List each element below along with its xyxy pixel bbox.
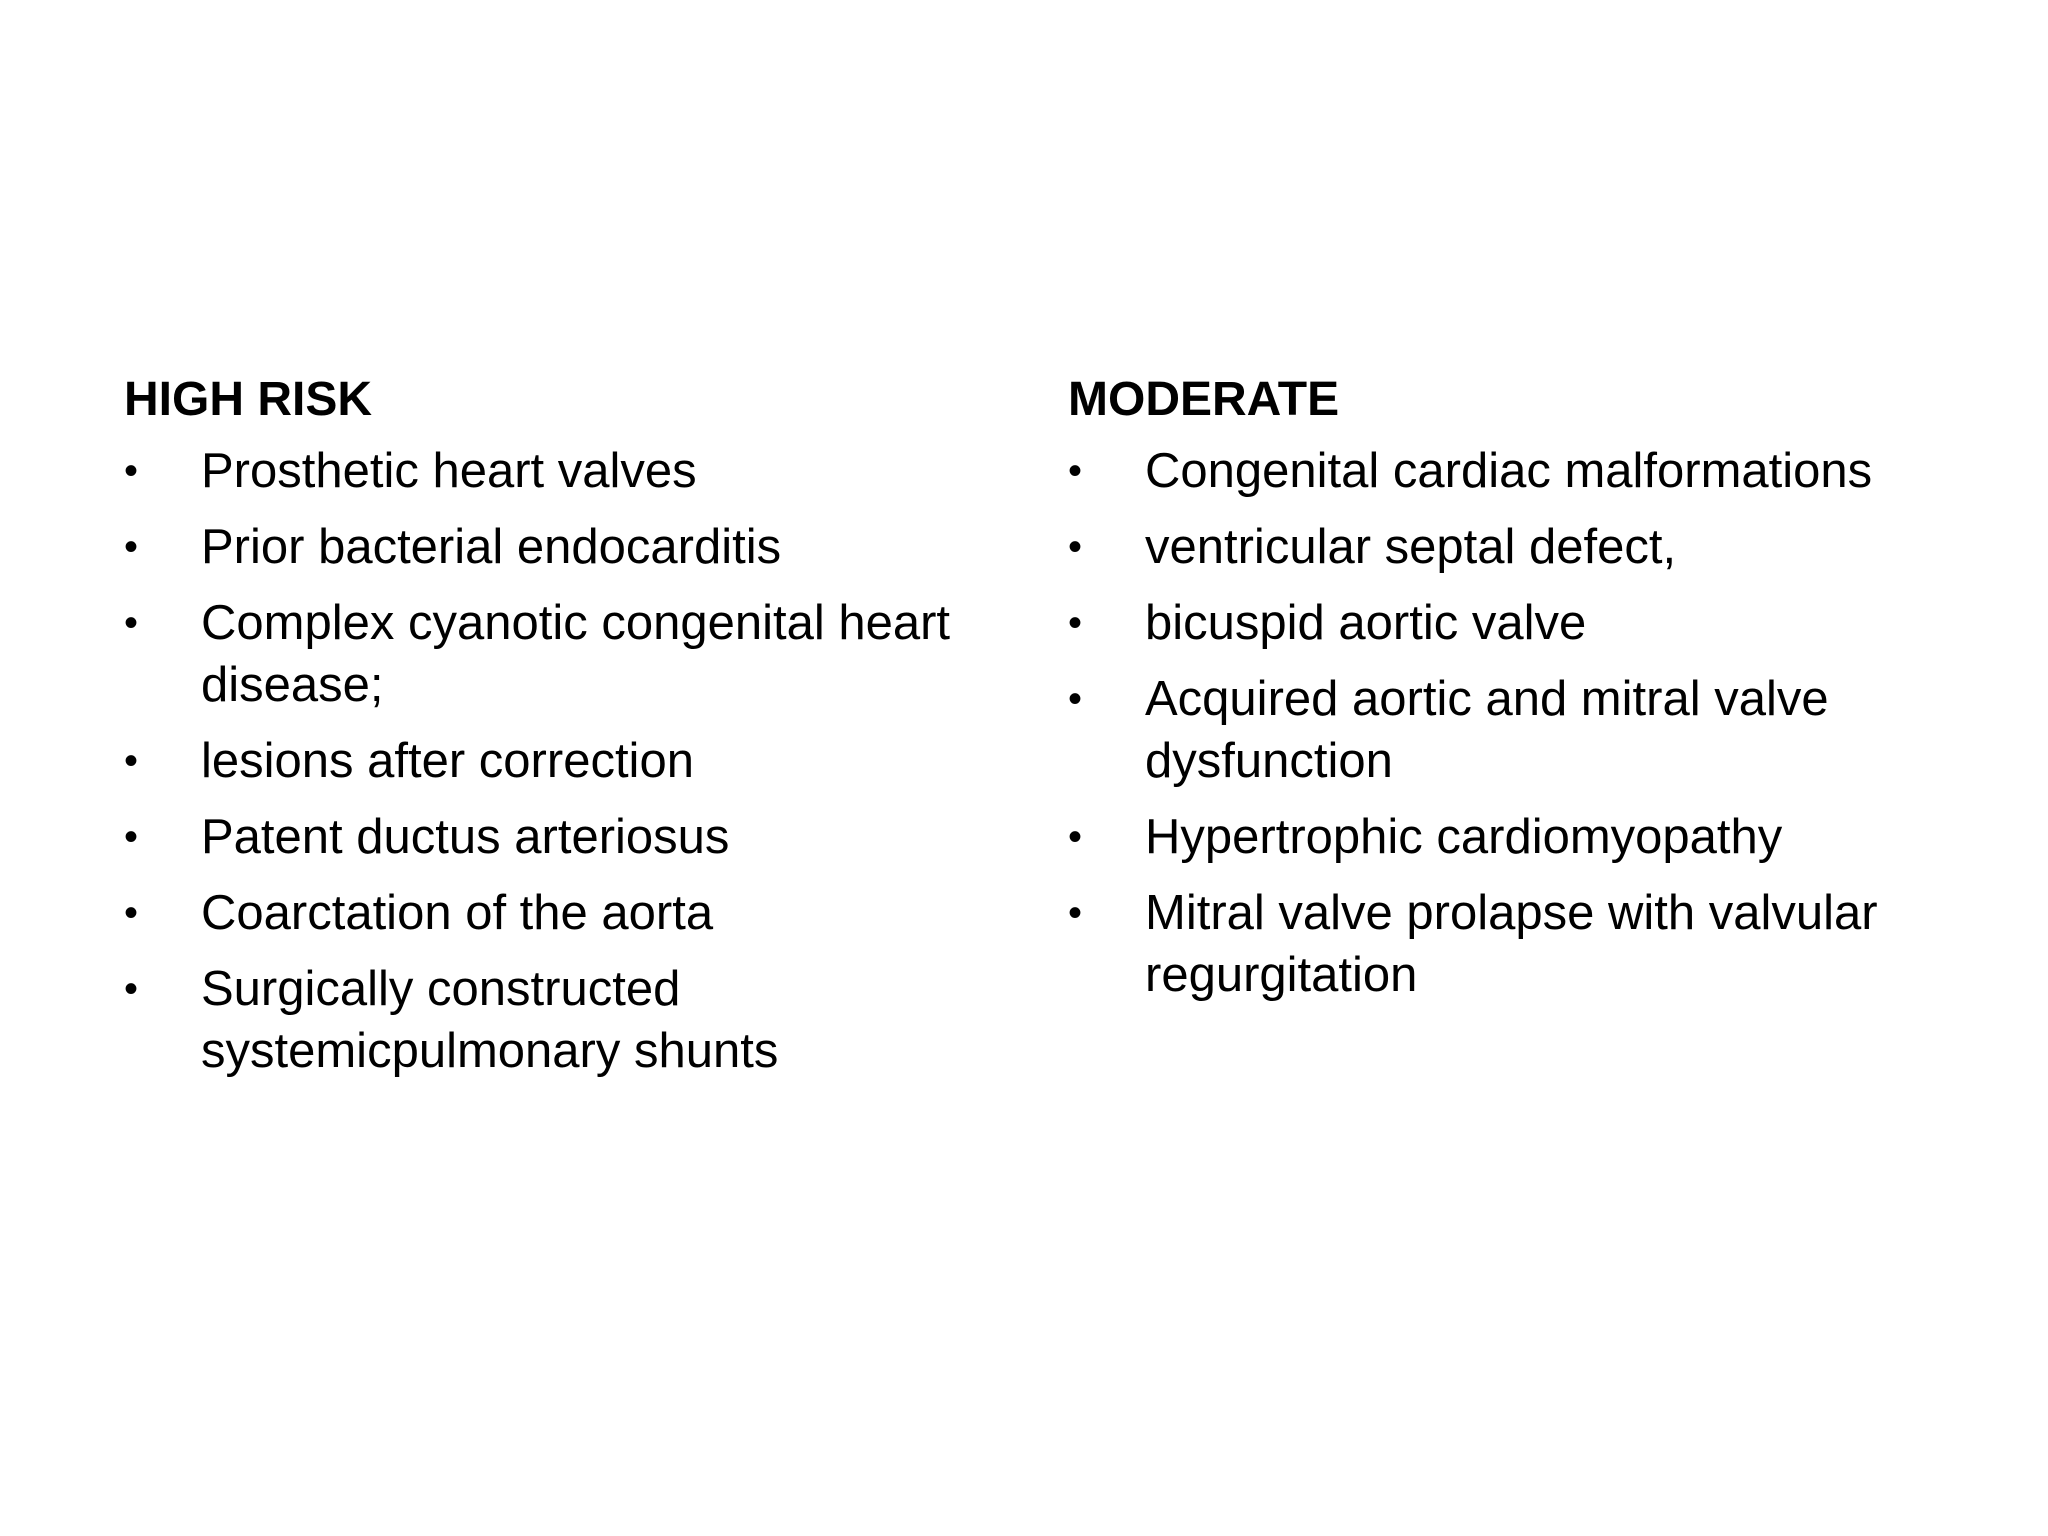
bullet-icon: • — [1068, 815, 1083, 859]
bullet-icon: • — [124, 815, 139, 859]
list-item — [1068, 668, 1968, 792]
list-item — [1068, 516, 1968, 578]
list-item-text: Congenital cardiac malformations — [1145, 444, 1873, 498]
moderate-heading: MODERATE — [1068, 373, 1340, 426]
bullet-icon: • — [1068, 525, 1083, 569]
list-item — [124, 806, 1004, 868]
list-item-text: Surgically constructed systemicpulmonary shunts — [201, 962, 779, 1078]
high-risk-list — [124, 440, 1004, 1082]
list-item — [1068, 592, 1968, 654]
list-item-text: Prior bacterial endocarditis — [201, 520, 782, 574]
bullet-icon: • — [124, 739, 139, 783]
bullet-icon: • — [124, 601, 139, 645]
bullet-icon: • — [1068, 449, 1083, 493]
list-item-text: lesions after correction — [201, 734, 694, 788]
list-item-text: Complex cyanotic congenital heart disease; — [201, 596, 951, 712]
high-risk-heading: HIGH RISK — [124, 373, 373, 426]
list-item — [124, 592, 1004, 716]
bullet-icon: • — [124, 967, 139, 1011]
list-item — [124, 516, 1004, 578]
list-item-text: Acquired aortic and mitral valve dysfunction — [1145, 672, 1829, 788]
list-item-text: Coarctation of the aorta — [201, 886, 714, 940]
bullet-icon: • — [124, 449, 139, 493]
bullet-icon: • — [1068, 601, 1083, 645]
bullet-icon: • — [124, 525, 139, 569]
list-item — [1068, 806, 1968, 868]
list-item-text: Mitral valve prolapse with valvular regurgitation — [1145, 886, 1878, 1002]
bullet-icon: • — [1068, 891, 1083, 935]
list-item — [124, 958, 1004, 1082]
bullet-icon: • — [124, 891, 139, 935]
list-item — [124, 882, 1004, 944]
list-item — [1068, 440, 1968, 502]
list-item-text: Hypertrophic cardiomyopathy — [1145, 810, 1783, 864]
list-item-text: bicuspid aortic valve — [1145, 596, 1587, 650]
list-item — [124, 440, 1004, 502]
list-item-text: ventricular septal defect, — [1145, 520, 1677, 574]
moderate-column — [1068, 368, 1968, 1020]
list-item-text: Prosthetic heart valves — [201, 444, 697, 498]
list-item — [1068, 882, 1968, 1006]
list-item — [124, 730, 1004, 792]
moderate-list — [1068, 440, 1968, 1006]
list-item-text: Patent ductus arteriosus — [201, 810, 730, 864]
bullet-icon: • — [1068, 677, 1083, 721]
high-risk-column — [124, 368, 1004, 1096]
